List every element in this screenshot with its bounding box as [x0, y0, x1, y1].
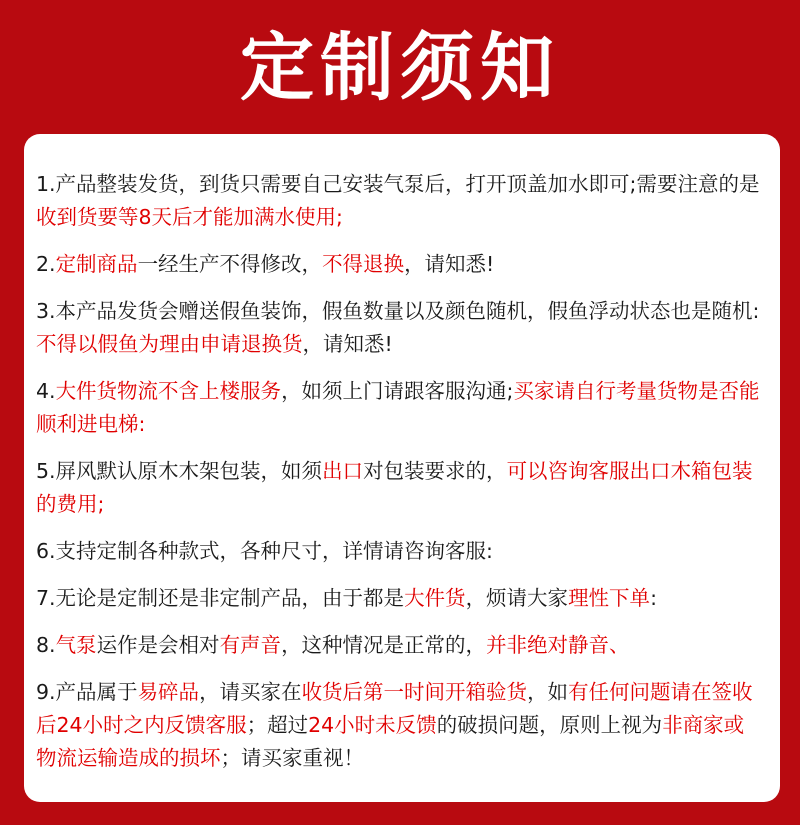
highlight-text: 收货后第一时间开箱验货 [301, 680, 528, 704]
notice-text: 7.无论是定制还是非定制产品，由于都是 [36, 586, 405, 610]
notice-text: ，请知悉! [302, 332, 393, 356]
notice-item-5 [36, 455, 760, 521]
notice-text: : [650, 586, 657, 610]
notice-item-1 [36, 168, 760, 234]
notice-text: 3.本产品发货会赠送假鱼装饰，假鱼数量以及颜色随机，假鱼浮动状态也是随机: [36, 299, 760, 323]
notice-text: ，烦请大家 [465, 586, 569, 610]
highlight-text: 24小时未反馈 [308, 713, 437, 737]
notice-text: ，如 [527, 680, 569, 704]
highlight-text: 出口 [322, 459, 364, 483]
page-title: 定制须知 [240, 25, 560, 111]
notice-text: ，这种情况是正常的， [281, 633, 487, 657]
notice-item-4 [36, 375, 760, 441]
notice-item-8 [36, 629, 760, 662]
highlight-text: 不得以假鱼为理由申请退换货 [36, 332, 303, 356]
notice-text: ，请买家在 [199, 680, 302, 704]
highlight-text: 大件货 [404, 586, 466, 610]
notice-item-9 [36, 676, 760, 775]
notice-item-6 [36, 535, 760, 568]
notice-text: 运作是会相对 [96, 633, 220, 657]
notice-text: ；超过 [246, 713, 309, 737]
notice-list [36, 168, 760, 775]
notice-card [24, 134, 780, 802]
notice-text: ，如须上门请跟客服沟通; [281, 379, 514, 403]
notice-text: 5.屏风默认原木木架包装，如须 [36, 459, 323, 483]
highlight-text: 买家请自行考量货物是否能顺利进电梯: [36, 379, 760, 436]
highlight-text: 有声音 [219, 633, 282, 657]
highlight-text: 理性下单 [568, 586, 651, 610]
notice-text: 9.产品属于 [36, 680, 138, 704]
notice-text: 一经生产不得修改， [137, 252, 323, 276]
notice-text: 的破损问题，原则上视为 [436, 713, 663, 737]
highlight-text: 定制商品 [55, 252, 138, 276]
highlight-text: 大件货物流不含上楼服务 [55, 379, 282, 403]
notice-text: ；请买家重视！ [220, 746, 364, 770]
notice-text: 6.支持定制各种款式，各种尺寸，详情请咨询客服: [36, 539, 493, 563]
highlight-text: 可以咨询客服出口木箱包装的费用; [36, 459, 753, 516]
notice-item-2 [36, 248, 760, 281]
highlight-text: 不得退换 [322, 252, 405, 276]
notice-text: 对包装要求的， [363, 459, 507, 483]
notice-text: 1.产品整装发货，到货只需要自己安装气泵后，打开顶盖加水即可;需要注意的是 [36, 172, 760, 196]
notice-text: ，请知悉! [404, 252, 495, 276]
highlight-text: 易碎品 [137, 680, 200, 704]
highlight-text: 并非绝对静音、 [486, 633, 630, 657]
notice-text: 2. [36, 252, 56, 276]
notice-item-3 [36, 295, 760, 361]
notice-text: 8. [36, 633, 56, 657]
highlight-text: 非商家或物流运输造成的损坏 [36, 713, 745, 770]
highlight-text: 气泵 [55, 633, 97, 657]
highlight-text: 有任何问题请在签收后24小时之内反馈客服 [36, 680, 753, 737]
highlight-text: 收到货要等8天后才能加满水使用; [36, 205, 343, 229]
notice-item-7 [36, 582, 760, 615]
notice-text: 4. [36, 379, 56, 403]
